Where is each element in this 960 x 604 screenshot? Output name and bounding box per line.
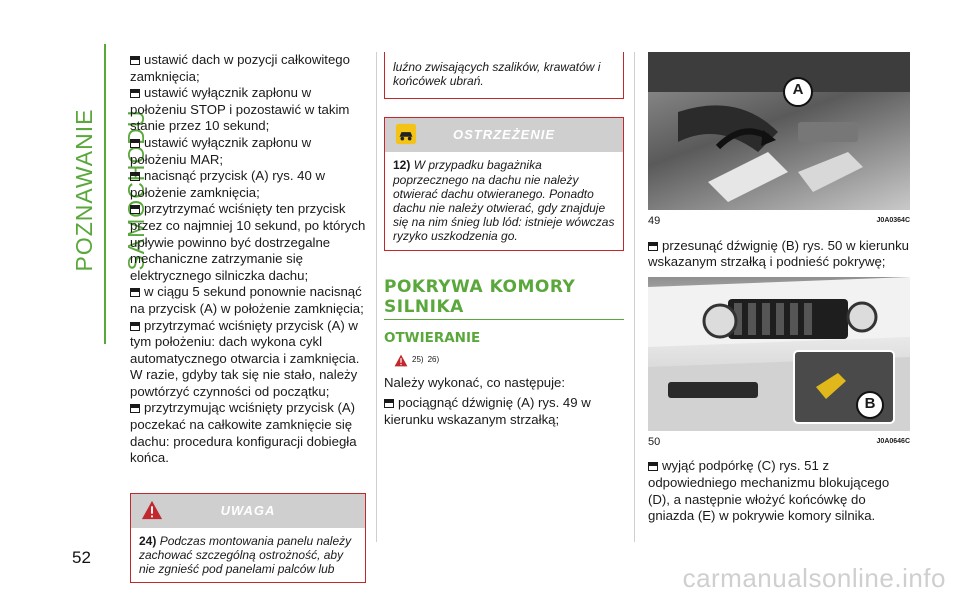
bullet-icon xyxy=(648,462,658,471)
section-divider xyxy=(104,44,106,344)
caution-box xyxy=(384,117,624,250)
figure-caption xyxy=(648,213,910,230)
column-divider xyxy=(376,52,377,542)
section-heading: POKRYWA KOMORY SILNIKA xyxy=(384,276,576,317)
bullet-icon xyxy=(130,322,140,331)
bullet-icon xyxy=(130,89,140,98)
warning-references xyxy=(394,352,624,369)
column-1 xyxy=(130,52,366,583)
column-3 xyxy=(648,52,910,525)
list-item: ustawić dach w pozycji całkowitego zamknięcia; xyxy=(130,52,350,84)
list-item: ustawić wyłącznik zapłonu w położeniu STOP i pozostawić w takim stanie przez 10 sekund; xyxy=(130,85,350,134)
list-item: przesunąć dźwignię (B) rys. 50 w kierunku wskazanym strzałką i podnieść pokrywę; xyxy=(648,237,910,270)
callout-label: B xyxy=(864,394,876,412)
figure-number: 49 xyxy=(648,215,661,227)
hood-release-lever-image xyxy=(648,52,910,210)
reference-number: 25) xyxy=(412,355,424,365)
list-item: przytrzymać wciśnięty ten przycisk przez co najmniej 10 sekund, po których upływie powinno być dostrzegalne mechaniczne zatrzymanie się elektrycznego silniczka dachu; xyxy=(130,201,366,283)
warning-box-continued: luźno zwisających szalików, krawatów i końcówek ubrań. xyxy=(384,52,624,99)
caution-box-text: 12) W przypadku bagażnika poprzecznego na dachu nie należy otwierać dachu otwieranego. Ponadto dachu nie należy otwierać, gdy znajduje się na nim śnieg lub lód: istnieje wówczas ryzyko uszkodzenia go. xyxy=(393,158,615,244)
callout-label: A xyxy=(792,81,804,98)
bullet-icon xyxy=(130,288,140,297)
list-item: wyjąć podpórkę (C) rys. 51 z odpowiedniego mechanizmu blokującego (D), a następnie włożyć końcówkę do gniazda (E) w pokrywie komory silnika. xyxy=(648,458,890,524)
figure-code: J0A0364C xyxy=(876,217,910,224)
watermark: carmanualsonline.info xyxy=(682,563,946,593)
bullet-icon xyxy=(130,205,140,214)
page-number: 52 xyxy=(72,548,91,567)
warning-box-header: UWAGA xyxy=(131,494,365,528)
figure-number: 50 xyxy=(648,435,661,448)
bullet-icon xyxy=(130,139,140,148)
list-item: ustawić wyłącznik zapłonu w położeniu MAR; xyxy=(130,134,312,167)
list-item: nacisnąć przycisk (A) rys. 40 w położenie zamknięcia; xyxy=(130,168,326,200)
warning-box-text: 24) Podczas montowania panelu należy zachować szczególną ostrożność, aby nie zgnieść pod panelami palców lub xyxy=(139,533,352,577)
bullet-icon xyxy=(130,56,140,65)
list-item: przytrzymując wciśnięty przycisk (A) poczekać na całkowite zamknięcie się dachu: procedura konfiguracji dobiegła końca. xyxy=(130,400,357,466)
figure-50-photo xyxy=(648,277,910,431)
heading-rule xyxy=(384,319,624,320)
bullet-icon xyxy=(648,242,658,251)
subsection-heading: OTWIERANIE xyxy=(384,329,481,346)
column-2 xyxy=(384,52,624,429)
section-title: POZNAWANIE SAMOCHODU xyxy=(71,108,149,272)
bullet-icon xyxy=(130,172,140,181)
column-divider xyxy=(634,52,635,542)
warning-icon xyxy=(394,354,408,367)
caution-box-header: OSTRZEŻENIE xyxy=(385,118,623,152)
list-item: w ciągu 5 sekund ponownie nacisnąć na przycisk (A) w położenie zamknięcia; xyxy=(130,284,364,316)
bullet-icon xyxy=(130,404,140,413)
list-item: pociągnąć dźwignię (A) rys. 49 w kierunku wskazanym strzałką; xyxy=(384,395,591,427)
list-item: przytrzymać wciśnięty przycisk (A) w tym położeniu: dach wykona cykl automatycznego otwarcia i zamknięcia. W razie, gdyby tak się nie stało, należy powtórzyć czynności od początku; xyxy=(130,317,360,399)
figure-49-photo xyxy=(648,52,910,210)
bullet-icon xyxy=(384,399,394,408)
intro-text: Należy wykonać, co następuje: xyxy=(384,374,566,390)
reference-number: 26) xyxy=(427,355,440,365)
figure-caption xyxy=(648,434,910,451)
figure-code: J0A0646C xyxy=(876,437,910,445)
